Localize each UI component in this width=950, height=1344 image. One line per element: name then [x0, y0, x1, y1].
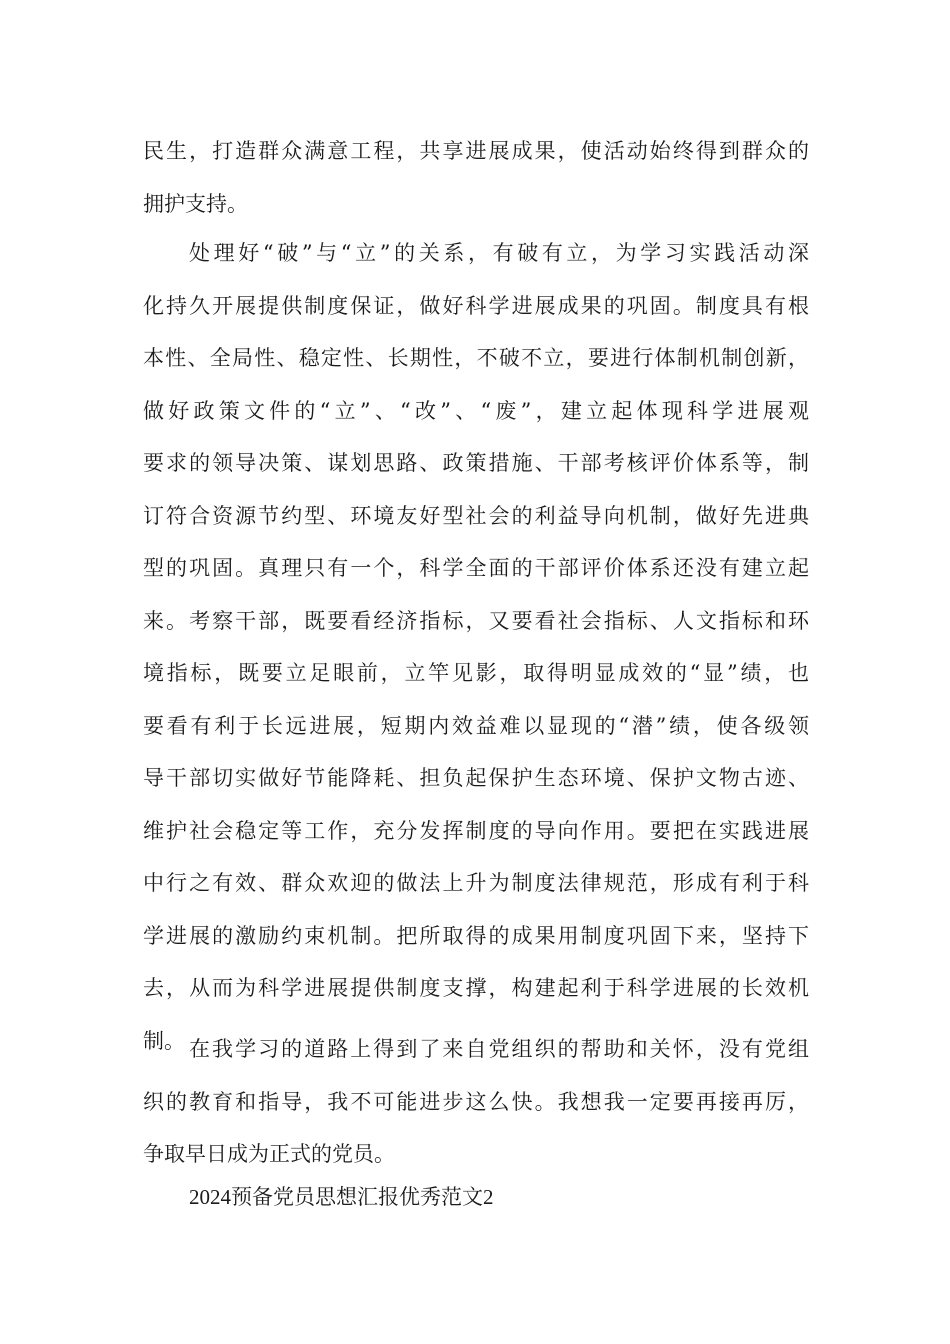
paragraph-line: 制。 [143, 1028, 185, 1053]
paragraph-line: 民生，打造群众满意工程，共享进展成果，使活动始终得到群众的 [143, 139, 809, 163]
paragraph-line: 要求的领导决策、谋划思路、政策措施、干部考核评价体系等，制 [143, 451, 809, 475]
paragraph-line: 本性、全局性、稳定性、长期性，不破不立，要进行体制机制创新， [143, 346, 809, 370]
paragraph-line: 在我学习的道路上得到了来自党组织的帮助和关怀，没有党组 [189, 1037, 809, 1061]
paragraph-line: 订符合资源节约型、环境友好型社会的利益导向机制，做好先进典 [143, 503, 809, 528]
paragraph-line: 争取早日成为正式的党员。 [143, 1142, 395, 1166]
paragraph-line: 织的教育和指导，我不可能进步这么快。我想我一定要再接再厉， [143, 1089, 809, 1114]
paragraph-line: 型的巩固。真理只有一个，科学全面的干部评价体系还没有建立起 [143, 556, 809, 580]
paragraph-line: 学进展的激励约束机制。把所取得的成果用制度巩固下来，坚持下 [143, 923, 809, 948]
section-heading: 2024预备党员思想汇报优秀范文2 [189, 1185, 494, 1209]
paragraph-line: 去，从而为科学进展提供制度支撑，构建起利于科学进展的长效机 [143, 976, 809, 1000]
paragraph-line: 化持久开展提供制度保证，做好科学进展成果的巩固。制度具有根 [143, 293, 809, 318]
paragraph-line: 处理好“破”与“立”的关系，有破有立，为学习实践活动深 [189, 241, 809, 265]
paragraph-2 [143, 227, 809, 1067]
paragraph-1 [143, 125, 809, 230]
paragraph-line: 中行之有效、群众欢迎的做法上升为制度法律规范，形成有利于科 [143, 871, 809, 895]
paragraph-line: 要看有利于长远进展，短期内效益难以显现的“潜”绩，使各级领 [143, 713, 809, 738]
paragraph-line: 境指标，既要立足眼前，立竿见影，取得明显成效的“显”绩，也 [143, 661, 809, 685]
paragraph-line: 来。考察干部，既要看经济指标，又要看社会指标、人文指标和环 [143, 608, 809, 633]
paragraph-line: 拥护支持。 [143, 191, 248, 216]
paragraph-3 [143, 1023, 809, 1181]
paragraph-line: 导干部切实做好节能降耗、担负起保护生态环境、保护文物古迹、 [143, 766, 809, 790]
paragraph-line: 维护社会稳定等工作，充分发挥制度的导向作用。要把在实践进展 [143, 818, 809, 843]
paragraph-line: 做好政策文件的“立”、“改”、“废”，建立起体现科学进展观 [143, 398, 809, 423]
